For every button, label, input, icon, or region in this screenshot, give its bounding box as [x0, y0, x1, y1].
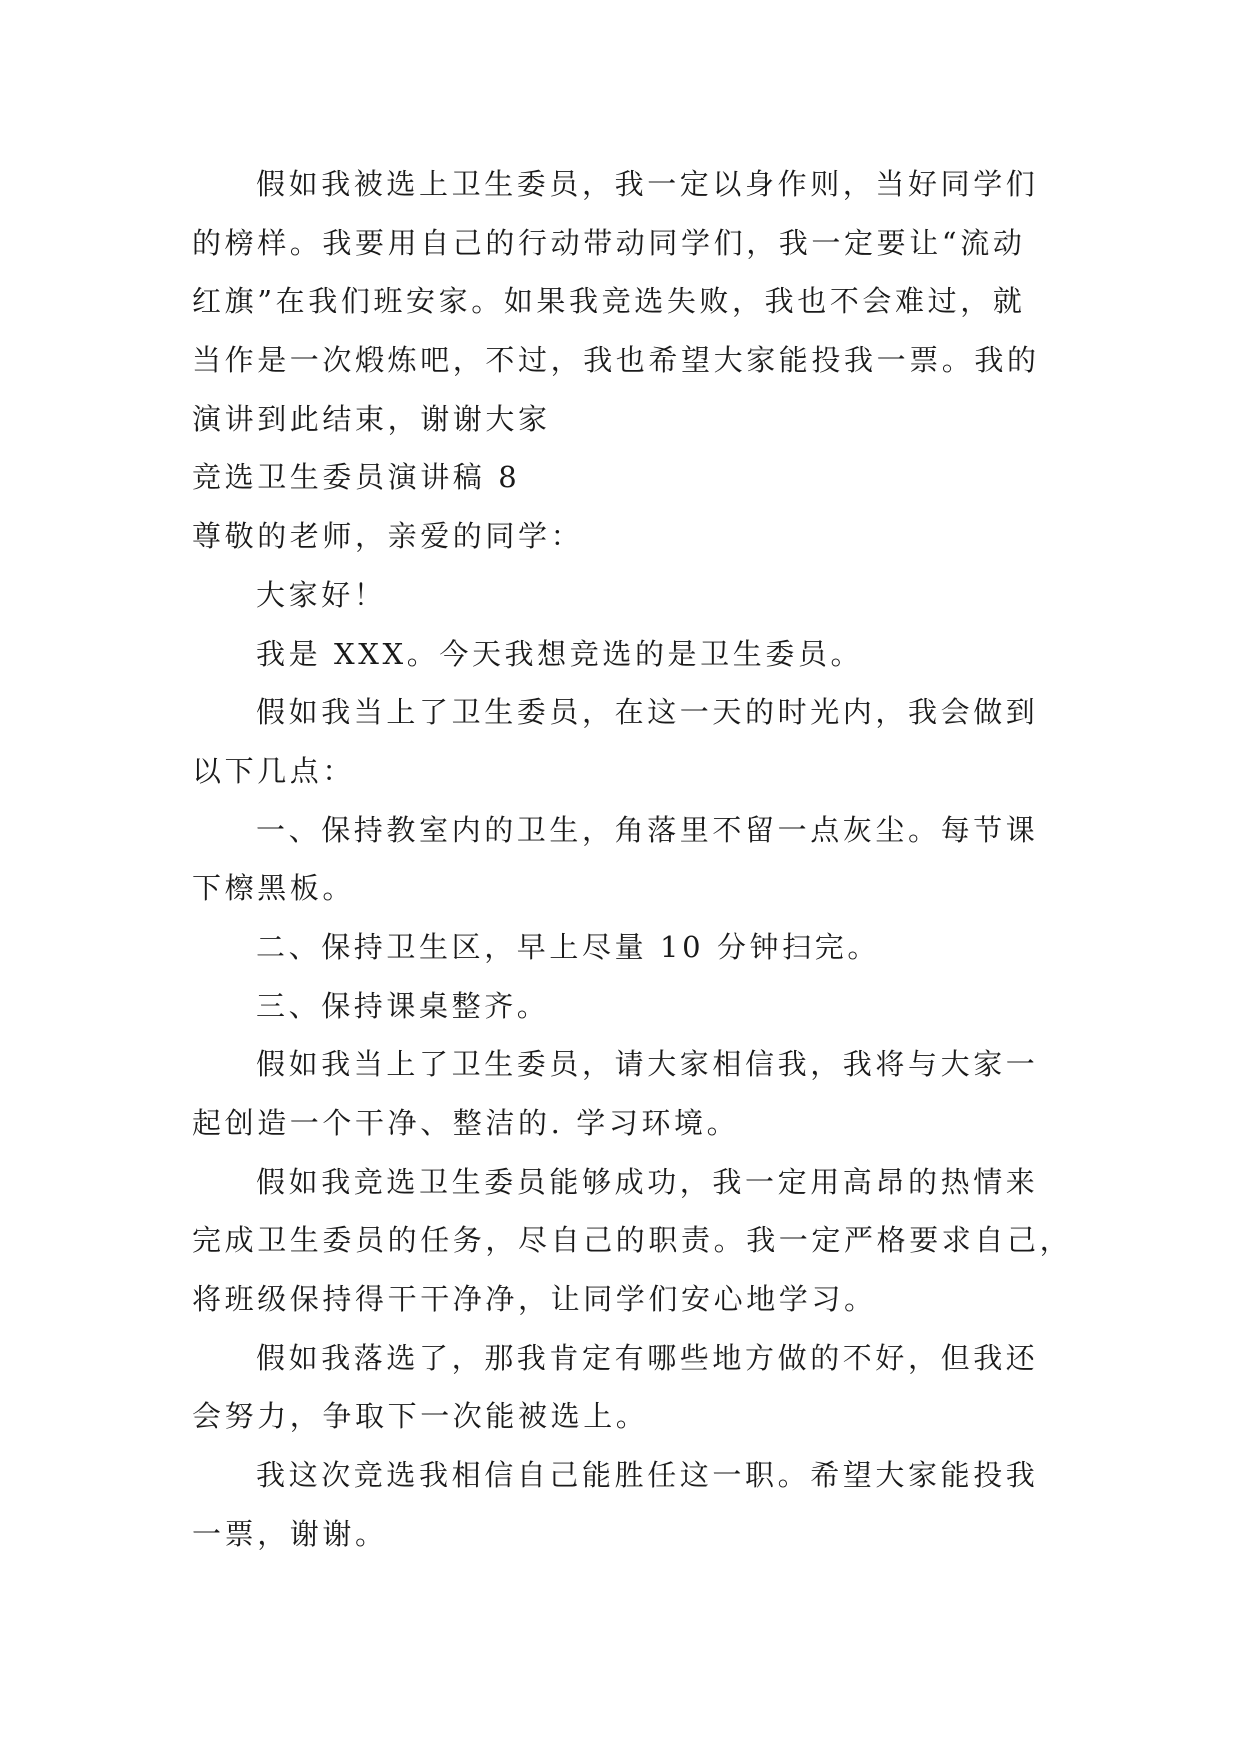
- list-item: 一、保持教室内的卫生，角落里不留一点灰尘。每节课: [256, 812, 1039, 847]
- text-line: 下檫黑板。: [192, 871, 356, 906]
- text-line: 完成卫生委员的任务，尽自己的职责。我一定严格要求自己，: [192, 1223, 1073, 1258]
- text-line: 将班级保持得干干净净，让同学们安心地学习。: [192, 1282, 877, 1317]
- text-line: 假如我竞选卫生委员能够成功，我一定用高昂的热情来: [256, 1164, 1039, 1199]
- text-line: 假如我当上了卫生委员，请大家相信我，我将与大家一: [256, 1047, 1039, 1082]
- text-line: 我是 XXX。今天我想竞选的是卫生委员。: [256, 636, 864, 671]
- text-line: 当作是一次煅炼吧，不过，我也希望大家能投我一票。我的: [192, 343, 1040, 378]
- text-line: 以下几点：: [192, 753, 356, 788]
- salutation: 尊敬的老师，亲爱的同学：: [192, 519, 584, 554]
- list-item: 三、保持课桌整齐。: [256, 988, 550, 1023]
- text-line: 演讲到此结束，谢谢大家: [192, 401, 551, 436]
- list-item: 二、保持卫生区，早上尽量 10 分钟扫完。: [256, 929, 880, 964]
- greeting: 大家好！: [256, 577, 387, 612]
- section-heading: 竞选卫生委员演讲稿 8: [192, 460, 521, 495]
- text-line: 的榜样。我要用自己的行动带动同学们，我一定要让“流动: [192, 225, 1026, 260]
- text-line: 红旗”在我们班安家。如果我竞选失败，我也不会难过，就: [192, 284, 1026, 319]
- text-line: 我这次竞选我相信自己能胜任这一职。希望大家能投我: [256, 1458, 1039, 1493]
- text-line: 假如我被选上卫生委员，我一定以身作则，当好同学们: [256, 167, 1039, 201]
- text-line: 起创造一个干净、整洁的. 学习环境。: [192, 1106, 740, 1140]
- document-body: [192, 155, 1073, 1564]
- text-line: 假如我当上了卫生委员，在这一天的时光内，我会做到: [256, 695, 1039, 730]
- text-line: 假如我落选了，那我肯定有哪些地方做的不好，但我还: [256, 1340, 1039, 1375]
- text-line: 一票，谢谢。: [192, 1516, 388, 1551]
- text-line: 会努力，争取下一次能被选上。: [192, 1399, 649, 1434]
